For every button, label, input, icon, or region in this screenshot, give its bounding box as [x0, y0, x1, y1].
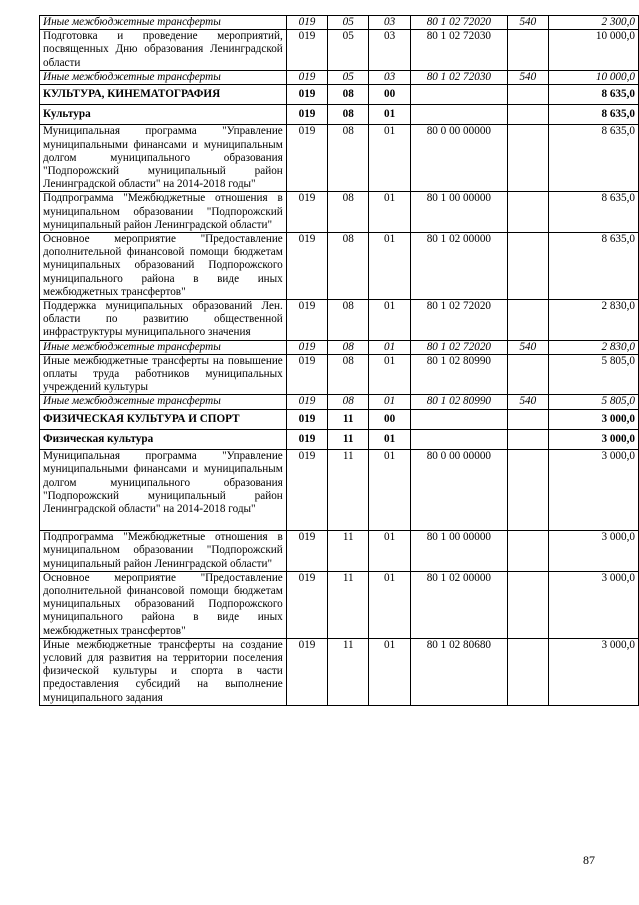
row-pr: 01 — [369, 192, 411, 233]
row-vr — [507, 531, 548, 572]
row-name: Основное мероприятие "Предоставление дополнительной финансовой помощи бюджетам муниципальных образований Подпорожского муниципального района в виде иных межбюджетных трансфертов" — [40, 571, 287, 638]
row-rz: 08 — [328, 85, 369, 105]
row-rz: 08 — [328, 340, 369, 354]
row-vr — [507, 638, 548, 705]
row-rz: 08 — [328, 354, 369, 395]
table-row — [40, 300, 639, 341]
subsection-row — [40, 429, 639, 449]
row-csr: 80 0 00 00000 — [411, 125, 508, 192]
row-csr: 80 0 00 00000 — [411, 450, 508, 531]
table-row — [40, 16, 639, 30]
table-row — [40, 340, 639, 354]
row-sum: 8 635,0 — [549, 85, 639, 105]
row-name: Подпрограмма "Межбюджетные отношения в муниципальном образовании "Подпорожский муниципальный район Ленинградской области" — [40, 531, 287, 572]
row-rz: 08 — [328, 105, 369, 125]
row-sum: 3 000,0 — [549, 450, 639, 531]
row-sum: 5 805,0 — [549, 354, 639, 395]
table-row — [40, 125, 639, 192]
row-sum: 3 000,0 — [549, 638, 639, 705]
row-csr — [411, 105, 508, 125]
row-sum: 8 635,0 — [549, 125, 639, 192]
table-row — [40, 354, 639, 395]
row-pr: 01 — [369, 233, 411, 300]
budget-table — [39, 15, 639, 706]
row-csr: 80 1 02 72030 — [411, 70, 508, 84]
row-sum: 2 830,0 — [549, 340, 639, 354]
row-csr: 80 1 02 80990 — [411, 354, 508, 395]
section-row — [40, 409, 639, 429]
row-gr: 019 — [286, 105, 327, 125]
table-row — [40, 192, 639, 233]
row-rz: 08 — [328, 233, 369, 300]
section-row — [40, 85, 639, 105]
row-csr: 80 1 00 00000 — [411, 192, 508, 233]
row-name: Иные межбюджетные трансферты — [40, 395, 287, 409]
row-rz: 11 — [328, 450, 369, 531]
row-csr: 80 1 00 00000 — [411, 531, 508, 572]
row-vr — [507, 30, 548, 71]
row-csr: 80 1 02 80990 — [411, 395, 508, 409]
row-vr — [507, 85, 548, 105]
row-name: Муниципальная программа "Управление муниципальными финансами и муниципальным долгом муниципального образования "Подпорожский муниципальный район Ленинградской области" на 2014-2018 годы" — [40, 125, 287, 192]
row-rz: 08 — [328, 395, 369, 409]
row-gr: 019 — [286, 450, 327, 531]
row-rz: 05 — [328, 70, 369, 84]
row-vr — [507, 409, 548, 429]
row-gr: 019 — [286, 429, 327, 449]
row-gr: 019 — [286, 30, 327, 71]
table-row — [40, 638, 639, 705]
row-pr: 00 — [369, 85, 411, 105]
subsection-row — [40, 105, 639, 125]
row-rz: 05 — [328, 16, 369, 30]
row-sum: 3 000,0 — [549, 531, 639, 572]
row-vr — [507, 125, 548, 192]
row-pr: 01 — [369, 340, 411, 354]
row-rz: 11 — [328, 571, 369, 638]
row-name: Подпрограмма "Межбюджетные отношения в муниципальном образовании "Подпорожский муниципальный район Ленинградской области" — [40, 192, 287, 233]
row-pr: 01 — [369, 395, 411, 409]
row-name: Основное мероприятие "Предоставление дополнительной финансовой помощи бюджетам муниципальных образований Подпорожского муниципального района в виде иных межбюджетных трансфертов" — [40, 233, 287, 300]
row-gr: 019 — [286, 638, 327, 705]
row-vr: 540 — [507, 16, 548, 30]
row-gr: 019 — [286, 531, 327, 572]
row-rz: 11 — [328, 638, 369, 705]
row-rz: 11 — [328, 531, 369, 572]
row-csr: 80 1 02 00000 — [411, 233, 508, 300]
row-name: Иные межбюджетные трансферты — [40, 16, 287, 30]
table-row — [40, 233, 639, 300]
table-row — [40, 30, 639, 71]
row-pr: 01 — [369, 125, 411, 192]
row-sum: 3 000,0 — [549, 429, 639, 449]
row-pr: 03 — [369, 30, 411, 71]
row-csr: 80 1 02 72020 — [411, 16, 508, 30]
row-pr: 01 — [369, 429, 411, 449]
row-rz: 08 — [328, 300, 369, 341]
row-sum: 8 635,0 — [549, 233, 639, 300]
row-rz: 11 — [328, 409, 369, 429]
row-csr — [411, 409, 508, 429]
row-pr: 01 — [369, 571, 411, 638]
table-row — [40, 571, 639, 638]
table-row — [40, 395, 639, 409]
row-csr: 80 1 02 72020 — [411, 340, 508, 354]
row-pr: 03 — [369, 70, 411, 84]
row-vr — [507, 354, 548, 395]
table-row — [40, 531, 639, 572]
row-rz: 08 — [328, 192, 369, 233]
row-gr: 019 — [286, 395, 327, 409]
row-name: Иные межбюджетные трансферты — [40, 340, 287, 354]
row-pr: 01 — [369, 450, 411, 531]
row-gr: 019 — [286, 300, 327, 341]
row-sum: 5 805,0 — [549, 395, 639, 409]
row-gr: 019 — [286, 354, 327, 395]
row-gr: 019 — [286, 70, 327, 84]
row-name: Поддержка муниципальных образований Лен. области по развитию общественной инфраструктуры муниципального значения — [40, 300, 287, 341]
row-name: Культура — [40, 105, 287, 125]
row-csr: 80 1 02 72030 — [411, 30, 508, 71]
row-rz: 08 — [328, 125, 369, 192]
row-pr: 00 — [369, 409, 411, 429]
row-vr: 540 — [507, 395, 548, 409]
row-vr — [507, 105, 548, 125]
row-gr: 019 — [286, 409, 327, 429]
row-vr — [507, 429, 548, 449]
table-row — [40, 450, 639, 531]
row-csr — [411, 429, 508, 449]
row-sum: 2 830,0 — [549, 300, 639, 341]
row-gr: 019 — [286, 125, 327, 192]
table-row — [40, 70, 639, 84]
row-name: ФИЗИЧЕСКАЯ КУЛЬТУРА И СПОРТ — [40, 409, 287, 429]
row-name: Физическая культура — [40, 429, 287, 449]
row-sum: 8 635,0 — [549, 105, 639, 125]
row-name: Подготовка и проведение мероприятий, посвященных Дню образования Ленинградской области — [40, 30, 287, 71]
row-gr: 019 — [286, 192, 327, 233]
row-name: Иные межбюджетные трансферты на повышение оплаты труда работников муниципальных учреждений культуры — [40, 354, 287, 395]
row-sum: 8 635,0 — [549, 192, 639, 233]
page-number: 87 — [583, 853, 595, 867]
row-vr: 540 — [507, 340, 548, 354]
row-csr: 80 1 02 00000 — [411, 571, 508, 638]
row-sum: 3 000,0 — [549, 409, 639, 429]
row-sum: 10 000,0 — [549, 30, 639, 71]
row-sum: 3 000,0 — [549, 571, 639, 638]
row-gr: 019 — [286, 571, 327, 638]
row-rz: 11 — [328, 429, 369, 449]
row-name: Иные межбюджетные трансферты на создание условий для развития на территории поселения физической культуры и спорта в части предоставления субсидий на выполнение муниципального задания — [40, 638, 287, 705]
row-rz: 05 — [328, 30, 369, 71]
row-name: Иные межбюджетные трансферты — [40, 70, 287, 84]
row-pr: 01 — [369, 531, 411, 572]
row-vr — [507, 450, 548, 531]
row-gr: 019 — [286, 85, 327, 105]
row-vr — [507, 300, 548, 341]
row-gr: 019 — [286, 233, 327, 300]
row-vr: 540 — [507, 70, 548, 84]
row-name: КУЛЬТУРА, КИНЕМАТОГРАФИЯ — [40, 85, 287, 105]
row-csr: 80 1 02 72020 — [411, 300, 508, 341]
row-vr — [507, 233, 548, 300]
row-pr: 01 — [369, 300, 411, 341]
row-pr: 01 — [369, 105, 411, 125]
row-vr — [507, 571, 548, 638]
row-gr: 019 — [286, 340, 327, 354]
row-pr: 01 — [369, 354, 411, 395]
row-sum: 2 300,0 — [549, 16, 639, 30]
row-sum: 10 000,0 — [549, 70, 639, 84]
row-csr: 80 1 02 80680 — [411, 638, 508, 705]
row-pr: 01 — [369, 638, 411, 705]
row-gr: 019 — [286, 16, 327, 30]
row-csr — [411, 85, 508, 105]
row-pr: 03 — [369, 16, 411, 30]
row-vr — [507, 192, 548, 233]
row-name: Муниципальная программа "Управление муниципальными финансами и муниципальным долгом муниципального образования "Подпорожский муниципальный район Ленинградской области" на 2014-2018 годы" — [40, 450, 287, 531]
